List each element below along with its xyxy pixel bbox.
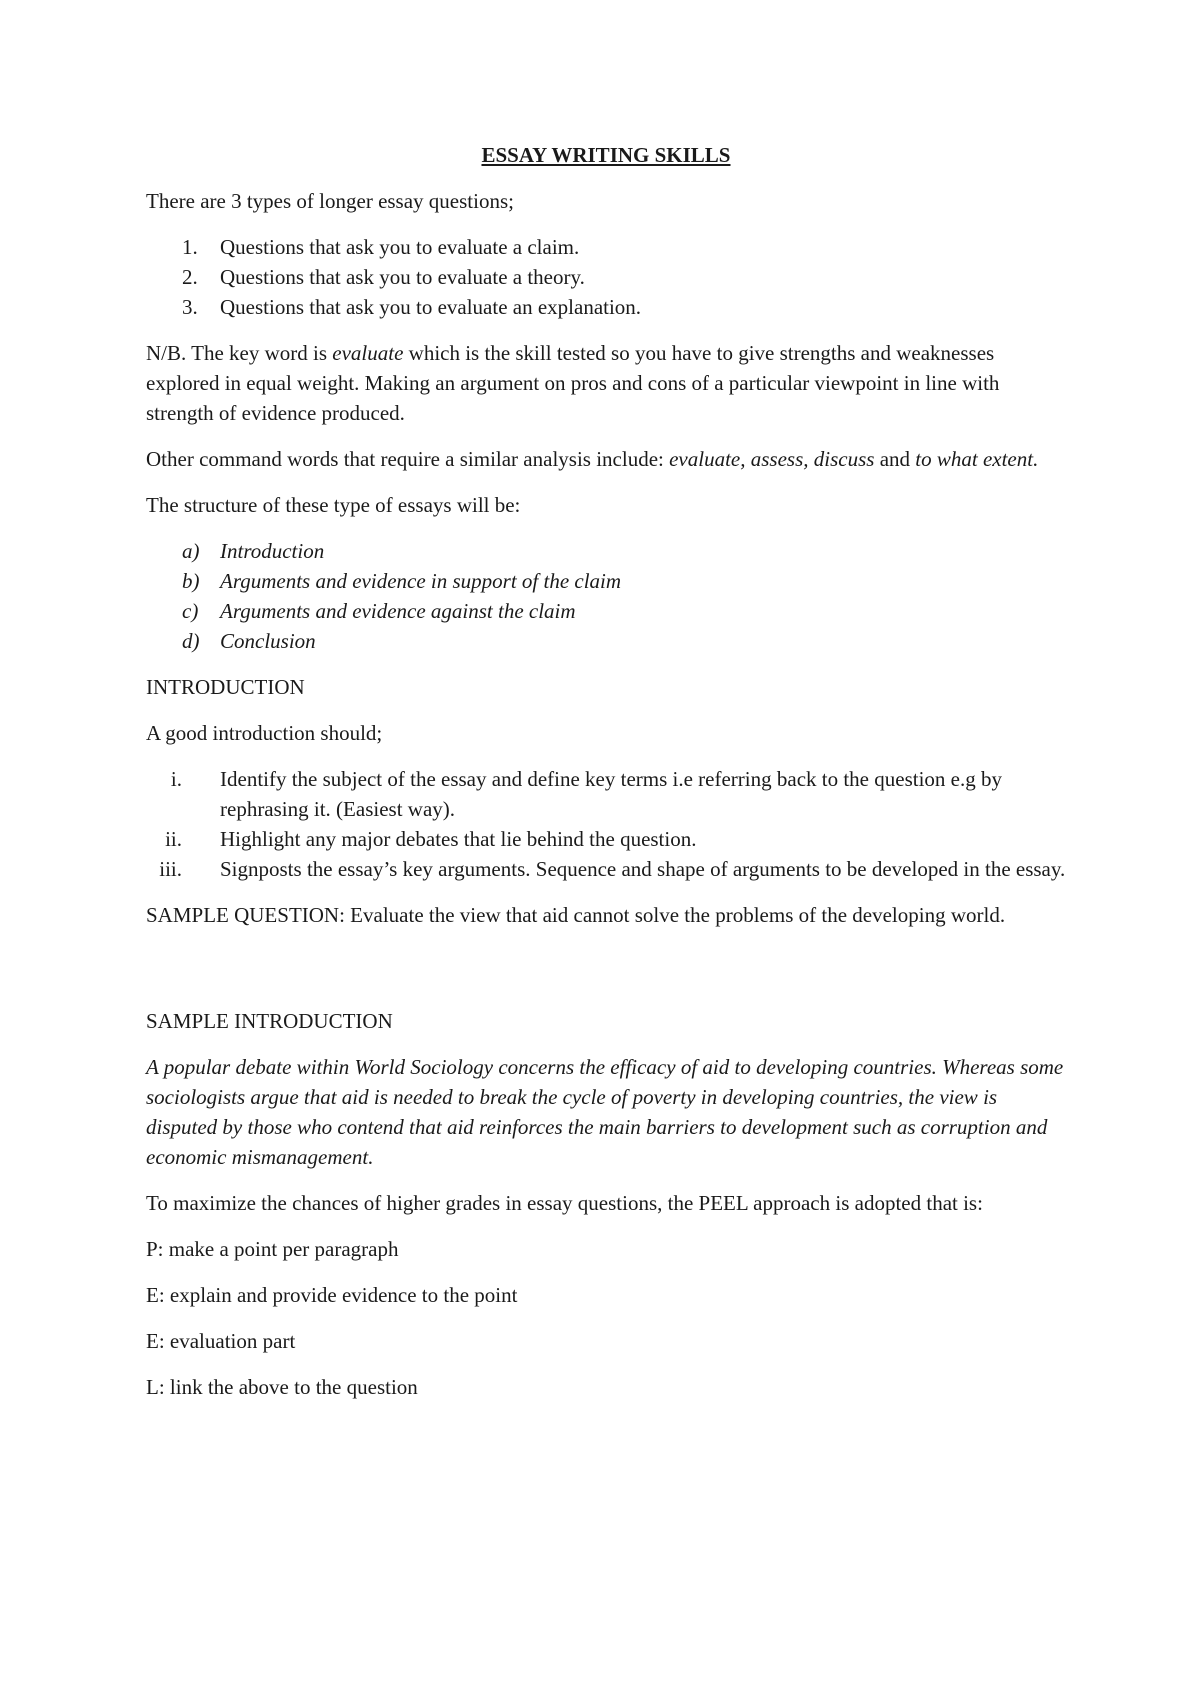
peel-point: P: make a point per paragraph (146, 1237, 399, 1261)
nb-paragraph (146, 338, 1066, 428)
list-item (146, 626, 1066, 656)
list-item-text: Questions that ask you to evaluate a claim. (220, 235, 580, 259)
list-item (146, 536, 1066, 566)
list-marker: a) (182, 539, 200, 563)
peel-explain: E: explain and provide evidence to the point (146, 1283, 518, 1307)
list-item-text: Arguments and evidence against the claim (220, 599, 576, 623)
sample-intro-heading: SAMPLE INTRODUCTION (146, 1009, 393, 1033)
command-words-and: and (874, 447, 916, 471)
list-marker: b) (182, 569, 200, 593)
list-marker: iii. (159, 857, 182, 881)
intro-points-list (146, 764, 1066, 884)
list-item-text: Identify the subject of the essay and define key terms i.e referring back to the question e.g by rephrasing it. (Easiest way). (220, 767, 1002, 821)
peel-intro: To maximize the chances of higher grades in essay questions, the PEEL approach is adopted that is: (146, 1191, 983, 1215)
sample-question: SAMPLE QUESTION: Evaluate the view that aid cannot solve the problems of the developing world. (146, 903, 1006, 927)
list-item-text: Questions that ask you to evaluate a theory. (220, 265, 585, 289)
nb-keyword: evaluate (332, 341, 404, 365)
blank-line (146, 946, 1066, 1006)
list-item (146, 596, 1066, 626)
list-item-text: Arguments and evidence in support of the claim (220, 569, 622, 593)
list-marker: d) (182, 629, 200, 653)
list-item (146, 854, 1066, 884)
command-words-last: to what extent. (915, 447, 1039, 471)
question-types-list (146, 232, 1066, 322)
sample-intro-text: A popular debate within World Sociology concerns the efficacy of aid to developing countries. Whereas some sociologists argue that aid is needed to break the cycle of poverty in developing countries, the view is disputed by those who contend that aid reinforces the main barriers to development such as corruption and economic mismanagement. (146, 1055, 1064, 1169)
introduction-heading: INTRODUCTION (146, 675, 305, 699)
command-words-list: evaluate, assess, discuss (669, 447, 875, 471)
list-item (146, 764, 1066, 824)
list-marker: ii. (165, 827, 182, 851)
list-item-text: Highlight any major debates that lie behind the question. (220, 827, 697, 851)
structure-intro: The structure of these type of essays will be: (146, 493, 521, 517)
command-words-paragraph (146, 444, 1066, 474)
document-title: ESSAY WRITING SKILLS (481, 143, 731, 167)
list-marker: c) (182, 599, 199, 623)
list-marker: 1. (182, 235, 198, 259)
list-item (146, 566, 1066, 596)
list-marker: i. (170, 767, 182, 791)
structure-list (146, 536, 1066, 656)
list-item-text: Introduction (220, 539, 325, 563)
list-item (146, 824, 1066, 854)
intro-line: There are 3 types of longer essay questions; (146, 189, 514, 213)
list-marker: 3. (182, 295, 198, 319)
list-item-text: Signposts the essay’s key arguments. Sequence and shape of arguments to be developed in the essay. (220, 857, 1066, 881)
command-words-prefix: Other command words that require a similar analysis include: (146, 447, 670, 471)
good-intro-line: A good introduction should; (146, 721, 383, 745)
peel-evaluate: E: evaluation part (146, 1329, 296, 1353)
list-item (146, 262, 1066, 292)
nb-prefix: N/B. The key word is (146, 341, 333, 365)
list-marker: 2. (182, 265, 198, 289)
peel-link: L: link the above to the question (146, 1375, 418, 1399)
list-item (146, 232, 1066, 262)
list-item-text: Conclusion (220, 629, 316, 653)
document-page (146, 140, 1066, 1418)
list-item-text: Questions that ask you to evaluate an explanation. (220, 295, 642, 319)
nb-rest: which is the skill tested so you have to give strengths and weaknesses explored in equal weight. Making an argument on pros and cons of a particular viewpoint in line with strength of evidence produced. (146, 341, 1000, 425)
list-item (146, 292, 1066, 322)
